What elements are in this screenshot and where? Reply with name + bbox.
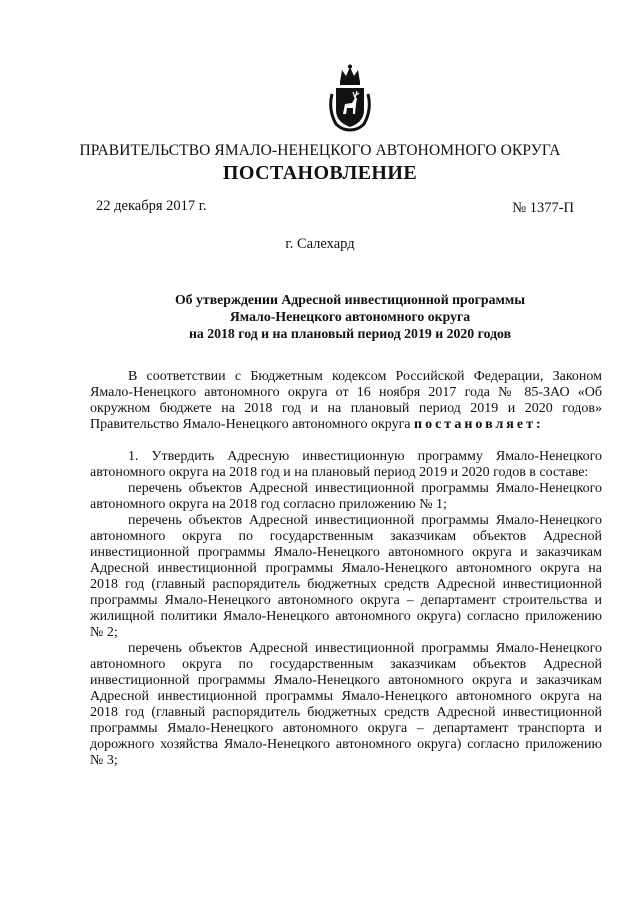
list-item-2: перечень объектов Адресной инвестиционной программы Ямало-Ненецкого автономного округа по государственным заказчикам объектов Адресной инвестиционной программы Ямало-Ненецкого автономного округа и заказчикам Адресной инвестиционной программы Ямало-Ненецкого автономного округа на 2018 год (главный распорядитель бюджетных средств Адресной инвестиционной программы Ямало-Ненецкого автономного округа – департамент строительства и жилищной политики Ямало-Ненецкого автономного округа) согласно приложению № 2; — [90, 513, 602, 640]
preamble-paragraph — [90, 369, 602, 433]
organization-name: ПРАВИТЕЛЬСТВО ЯМАЛО-НЕНЕЦКОГО АВТОНОМНОГО ОКРУГА — [79, 142, 561, 159]
document-type-heading: ПОСТАНОВЛЕНИЕ — [222, 162, 418, 184]
document-title — [110, 291, 590, 342]
list-item-3: перечень объектов Адресной инвестиционной программы Ямало-Ненецкого автономного округа по государственным заказчикам объектов Адресной инвестиционной программы Ямало-Ненецкого автономного округа и заказчикам Адресной инвестиционной программы Ямало-Ненецкого автономного округа на 2018 год (главный распорядитель бюджетных средств Адресной инвестиционной программы Ямало-Ненецкого автономного округа – департамент транспорта и дорожного хозяйства Ямало-Ненецкого автономного округа) согласно приложению № 3; — [90, 641, 602, 768]
document-body — [90, 369, 602, 769]
document-city: г. Салехард — [285, 236, 355, 252]
title-line-1: Об утверждении Адресной инвестиционной программы — [174, 292, 526, 307]
title-line-3: на 2018 год и на плановый период 2019 и 2020 годов — [188, 326, 512, 341]
list-item-1: перечень объектов Адресной инвестиционной программы Ямало-Ненецкого автономного округа на 2018 год согласно приложению № 1; — [90, 481, 602, 512]
document-date: 22 декабря 2017 г. — [96, 198, 207, 214]
coat-of-arms-emblem — [326, 64, 374, 132]
item-1-paragraph: 1. Утвердить Адресную инвестиционную программу Ямало-Ненецкого автономного округа на 2018 год и на плановый период 2019 и 2020 годов в составе: — [90, 449, 602, 480]
decree-word: постановляет: — [414, 417, 544, 432]
document-number: № 1377-П — [512, 200, 574, 216]
title-line-2: Ямало-Ненецкого автономного округа — [229, 309, 471, 324]
preamble-text: В соответствии с Бюджетным кодексом Российской Федерации, Законом Ямало-Ненецкого автономного округа от 16 ноября 2017 года № 85-ЗАО «Об окружном бюджете на 2018 год и на плановый период 2019 и 2020 годов» Правительство Ямало-Ненецкого автономного округа — [90, 369, 602, 432]
